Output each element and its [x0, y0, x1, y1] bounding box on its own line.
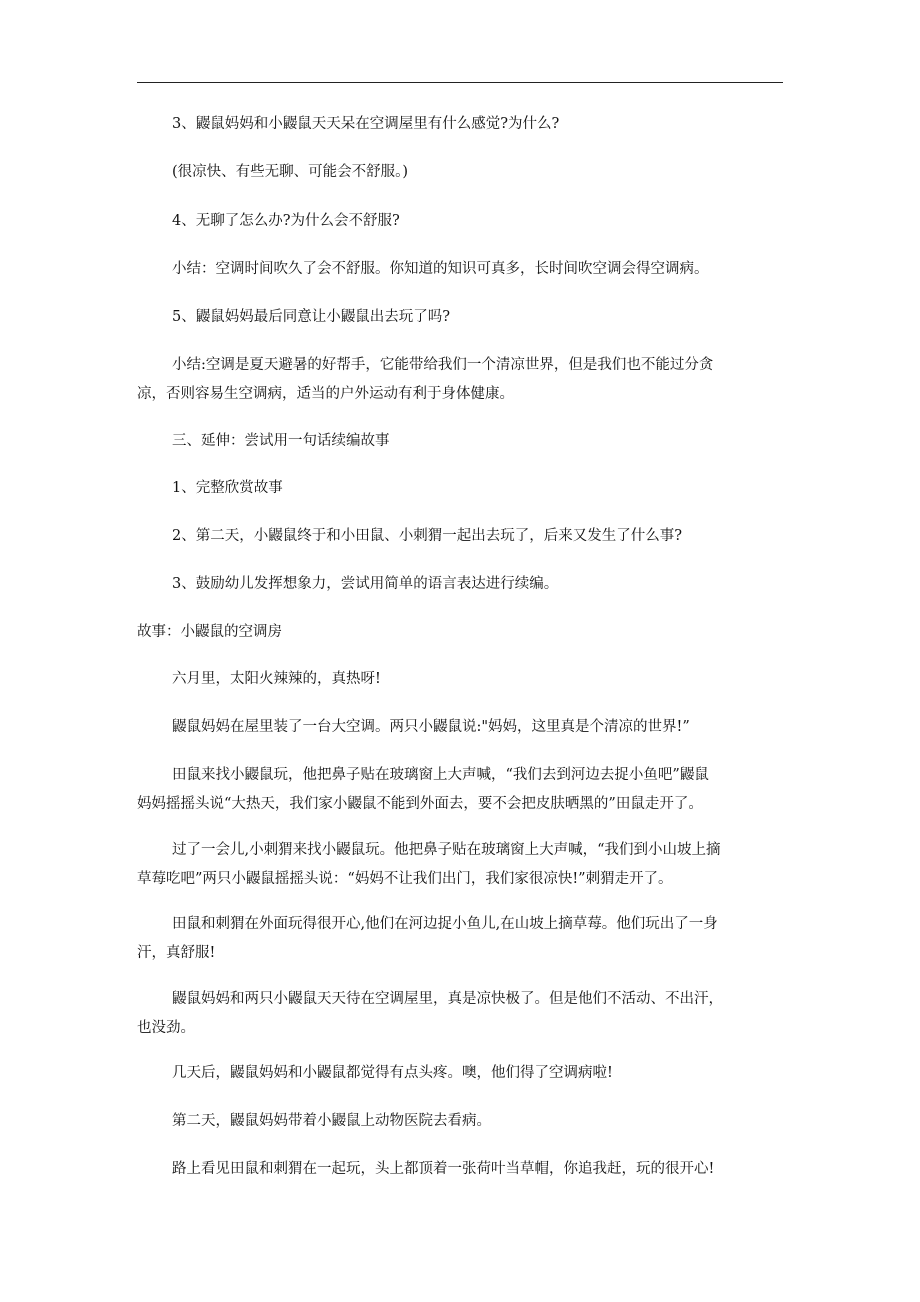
text-line: 路上看见田鼠和刺猬在一起玩，头上都顶着一张荷叶当草帽，你追我赶，玩的很开心!: [172, 1161, 715, 1177]
text-line: 故事：小鼹鼠的空调房: [137, 624, 282, 640]
paragraph: [172, 255, 709, 284]
paragraph: [172, 570, 558, 599]
text-line: 草莓吃吧”两只小鼹鼠摇摇头说：“妈妈不让我们出门，我们家很凉快!”刺猬走开了。: [137, 871, 673, 887]
header-rule: [137, 82, 783, 83]
text-line: 鼹鼠妈妈在屋里装了一台大空调。两只小鼹鼠说:"妈妈，这里真是个清凉的世界!”: [172, 719, 690, 735]
paragraph: [172, 303, 450, 332]
paragraph: [172, 158, 408, 187]
paragraph: [137, 761, 709, 819]
text-line: 小结:空调是夏天避暑的好帮手，它能带给我们一个清凉世界，但是我们也不能过分贪: [172, 357, 714, 373]
text-line: 1、完整欣赏故事: [172, 480, 283, 496]
paragraph: [172, 207, 400, 236]
text-line: 3、鼹鼠妈妈和小鼹鼠天天呆在空调屋里有什么感觉?为什么?: [172, 116, 560, 132]
story-title: [137, 618, 282, 647]
paragraph: [172, 110, 559, 139]
text-line: 凉，否则容易生空调病，适当的户外运动有利于身体健康。: [137, 386, 514, 402]
text-line: 也没劲。: [137, 1020, 195, 1036]
text-line: 鼹鼠妈妈和两只小鼹鼠天天待在空调屋里，真是凉快极了。但是他们不活动、不出汗，: [172, 991, 723, 1007]
text-line: 妈妈摇摇头说“大热天，我们家小鼹鼠不能到外面去，要不会把皮肤晒黑的”田鼠走开了。: [137, 796, 703, 812]
text-line: 2、第二天，小鼹鼠终于和小田鼠、小刺猬一起出去玩了，后来又发生了什么事?: [172, 528, 682, 544]
paragraph: [137, 910, 718, 968]
text-line: 小结：空调时间吹久了会不舒服。你知道的知识可真多，长时间吹空调会得空调病。: [172, 261, 709, 277]
paragraph: [172, 713, 690, 742]
text-line: (很凉快、有些无聊、可能会不舒服。): [172, 164, 409, 180]
text-line: 过了一会儿,小刺猬来找小鼹鼠玩。他把鼻子贴在玻璃窗上大声喊，“我们到小山坡上摘: [172, 842, 721, 858]
paragraph: [137, 351, 714, 409]
text-line: 汗，真舒服!: [137, 945, 216, 961]
paragraph: [172, 474, 283, 503]
text-line: 田鼠和刺猬在外面玩得很开心,他们在河边捉小鱼儿,在山坡上摘草莓。他们玩出了一身: [172, 916, 718, 932]
text-line: 4、无聊了怎么办?为什么会不舒服?: [172, 213, 400, 229]
paragraph: [137, 985, 723, 1043]
section-heading: [172, 427, 390, 456]
text-line: 第二天，鼹鼠妈妈带着小鼹鼠上动物医院去看病。: [172, 1113, 491, 1129]
paragraph: [137, 836, 721, 894]
text-line: 田鼠来找小鼹鼠玩，他把鼻子贴在玻璃窗上大声喊，“我们去到河边去捉小鱼吧”鼹鼠: [172, 767, 709, 783]
paragraph: [172, 522, 682, 551]
paragraph: [172, 665, 381, 694]
text-line: 3、鼓励幼儿发挥想象力，尝试用简单的语言表达进行续编。: [172, 576, 559, 592]
text-line: 几天后，鼹鼠妈妈和小鼹鼠都觉得有点头疼。噢，他们得了空调病啦!: [172, 1065, 613, 1081]
paragraph: [172, 1155, 714, 1184]
paragraph: [172, 1059, 613, 1088]
text-line: 5、鼹鼠妈妈最后同意让小鼹鼠出去玩了吗?: [172, 309, 450, 325]
text-line: 三、延伸：尝试用一句话续编故事: [172, 433, 390, 449]
paragraph: [172, 1107, 491, 1136]
text-line: 六月里，太阳火辣辣的，真热呀!: [172, 671, 381, 687]
